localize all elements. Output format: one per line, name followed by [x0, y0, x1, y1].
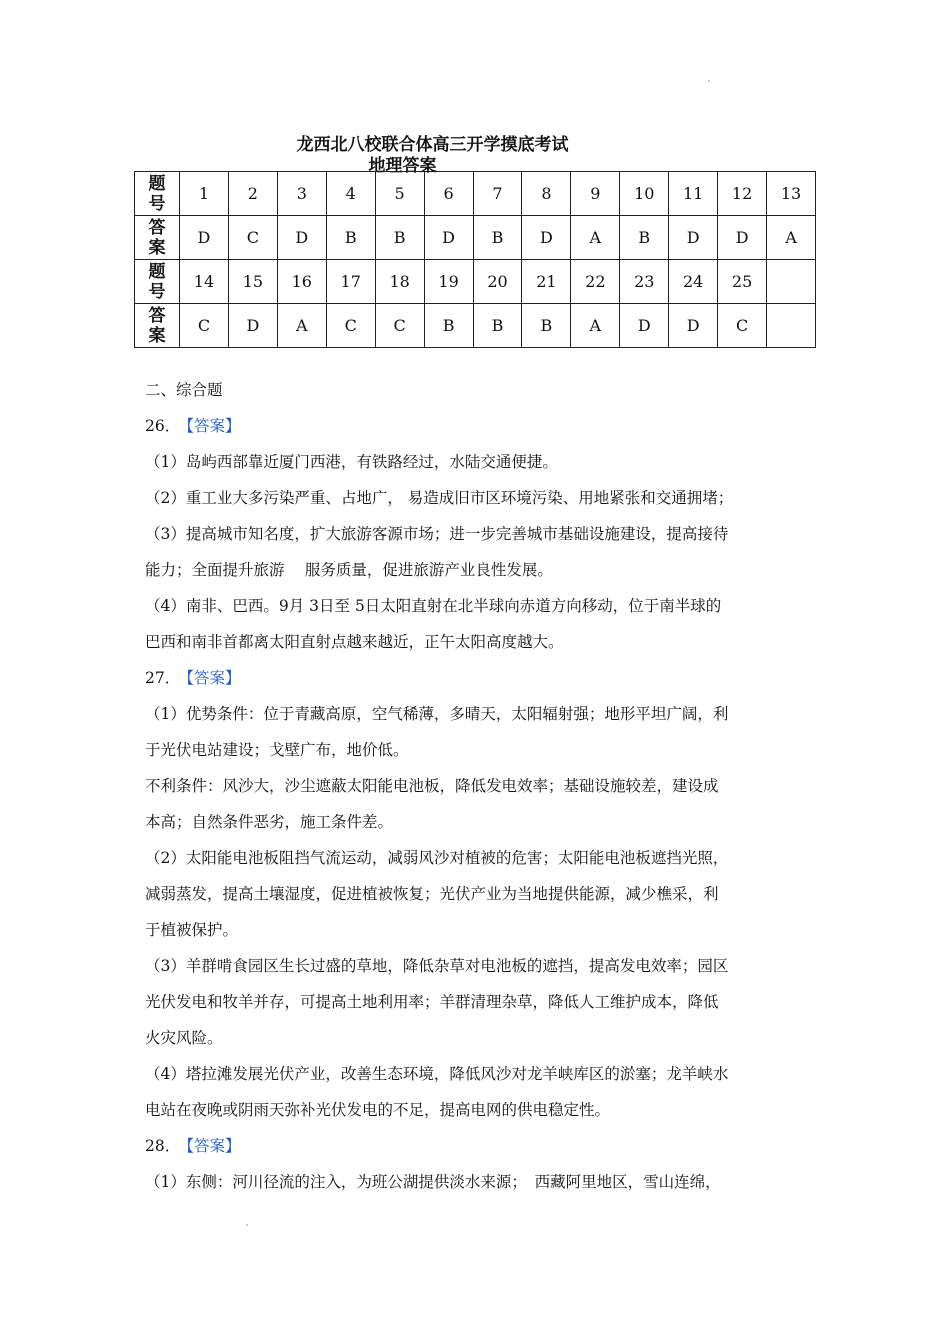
answer-tag: 【答案】	[186, 1137, 241, 1155]
answer-cell: C	[718, 304, 767, 348]
answer-table	[134, 171, 816, 348]
question-number-row	[135, 260, 816, 304]
answer-line: 光伏发电和牧羊并存，可提高土地利用率；羊群清理杂草，降低人工维护成本，降低	[145, 993, 719, 1011]
question-number-cell: 16	[277, 260, 326, 304]
question-heading	[145, 660, 815, 696]
question-number-cell: 25	[718, 260, 767, 304]
answer-line: 于植被保护。	[145, 921, 239, 939]
question-number-cell: 7	[473, 172, 522, 216]
question-number-cell: 1	[180, 172, 229, 216]
question-heading	[145, 408, 815, 444]
answer-cell	[767, 304, 816, 348]
answer-line: 电站在夜晚或阴雨天弥补光伏发电的不足，提高电网的供电稳定性。	[145, 1101, 611, 1119]
answer-body	[145, 372, 815, 1200]
answer-cell: B	[326, 216, 375, 260]
answer-cell: A	[571, 216, 620, 260]
question-number-cell: 3	[277, 172, 326, 216]
question-number-cell: 15	[228, 260, 277, 304]
answer-cell: D	[228, 304, 277, 348]
question-number: 27．	[145, 669, 181, 687]
answer-cell: D	[669, 304, 718, 348]
question-heading	[145, 1128, 815, 1164]
page-subtitle: 地理答案	[368, 156, 437, 176]
scan-speck	[708, 80, 710, 82]
question-number-cell: 8	[522, 172, 571, 216]
question-number-cell: 18	[375, 260, 424, 304]
answer-cell: B	[473, 216, 522, 260]
answer-header: 答 案	[135, 304, 180, 348]
answer-line: （3）提高城市知名度，扩大旅游客源市场；进一步完善城市基础设施建设，提高接待	[145, 525, 729, 543]
answer-cell: D	[620, 304, 669, 348]
answer-line: 本高；自然条件恶劣，施工条件差。	[145, 813, 394, 831]
answer-line: （4）塔拉滩发展光伏产业，改善生态环境，降低风沙对龙羊峡库区的淤塞；龙羊峡水	[145, 1065, 729, 1083]
answer-line: 巴西和南非首都离太阳直射点越来越近，正午太阳高度越大。	[145, 633, 564, 651]
question-number-cell: 2	[228, 172, 277, 216]
answer-cell: C	[375, 304, 424, 348]
answer-tag: 【答案】	[186, 417, 241, 435]
section-heading: 二、综合题	[145, 381, 223, 399]
answer-cell: C	[180, 304, 229, 348]
question-number-cell: 14	[180, 260, 229, 304]
question-number-cell: 22	[571, 260, 620, 304]
answer-row	[135, 304, 816, 348]
question-number-cell: 6	[424, 172, 473, 216]
question-number-cell: 12	[718, 172, 767, 216]
question-number-cell: 10	[620, 172, 669, 216]
answer-line: 减弱蒸发，提高土壤湿度，促进植被恢复；光伏产业为当地提供能源，减少樵采，利	[145, 885, 719, 903]
scan-speck	[246, 1224, 248, 1226]
question-number: 28．	[145, 1137, 181, 1155]
answer-header: 答 案	[135, 216, 180, 260]
answer-cell: B	[522, 304, 571, 348]
question-number-cell: 5	[375, 172, 424, 216]
answer-tag: 【答案】	[186, 669, 241, 687]
question-number-cell: 24	[669, 260, 718, 304]
answer-cell: D	[669, 216, 718, 260]
question-number-cell	[767, 260, 816, 304]
answer-line: （4）南非、巴西。9月 3日至 5日太阳直射在北半球向赤道方向移动，位于南半球的	[145, 597, 722, 615]
answer-line: （2）太阳能电池板阻挡气流运动，减弱风沙对植被的危害；太阳能电池板遮挡光照，	[145, 849, 729, 867]
question-number: 26．	[145, 417, 181, 435]
answer-cell: B	[473, 304, 522, 348]
answer-cell: B	[424, 304, 473, 348]
question-number-cell: 17	[326, 260, 375, 304]
answer-cell: D	[277, 216, 326, 260]
question-number-cell: 23	[620, 260, 669, 304]
question-number-cell: 9	[571, 172, 620, 216]
page-title: 龙西北八校联合体高三开学摸底考试	[296, 135, 569, 155]
answer-cell: C	[228, 216, 277, 260]
answer-cell: A	[767, 216, 816, 260]
question-number-cell: 21	[522, 260, 571, 304]
answer-cell: D	[522, 216, 571, 260]
answer-line: 不利条件：风沙大，沙尘遮蔽太阳能电池板，降低发电效率；基础设施较差，建设成	[145, 777, 719, 795]
question-number-row	[135, 172, 816, 216]
question-number-cell: 20	[473, 260, 522, 304]
question-number-header: 题 号	[135, 172, 180, 216]
answer-line: （1）岛屿西部靠近厦门西港，有铁路经过，水陆交通便捷。	[145, 453, 558, 471]
answer-cell: D	[180, 216, 229, 260]
answer-cell: D	[718, 216, 767, 260]
answer-line: （1）优势条件：位于青藏高原，空气稀薄，多晴天，太阳辐射强；地形平坦广阔，利	[145, 705, 729, 723]
answer-row	[135, 216, 816, 260]
answer-line: 火灾风险。	[145, 1029, 223, 1047]
answer-cell: B	[375, 216, 424, 260]
question-number-cell: 4	[326, 172, 375, 216]
answer-cell: D	[424, 216, 473, 260]
question-number-cell: 11	[669, 172, 718, 216]
answer-line: （2）重工业大多污染严重、占地广， 易造成旧市区环境污染、用地紧张和交通拥堵；	[145, 489, 734, 507]
answer-line: 能力；全面提升旅游 服务质量，促进旅游产业良性发展。	[145, 561, 553, 579]
answer-cell: A	[277, 304, 326, 348]
answer-line: 于光伏电站建设；戈壁广布，地价低。	[145, 741, 409, 759]
answer-line: （1）东侧：河川径流的注入，为班公湖提供淡水来源； 西藏阿里地区，雪山连绵，	[145, 1173, 721, 1191]
answer-cell: C	[326, 304, 375, 348]
question-number-cell: 19	[424, 260, 473, 304]
answer-cell: A	[571, 304, 620, 348]
answer-cell: B	[620, 216, 669, 260]
question-number-header: 题 号	[135, 260, 180, 304]
question-number-cell: 13	[767, 172, 816, 216]
answer-line: （3）羊群啃食园区生长过盛的草地，降低杂草对电池板的遮挡，提高发电效率；园区	[145, 957, 729, 975]
